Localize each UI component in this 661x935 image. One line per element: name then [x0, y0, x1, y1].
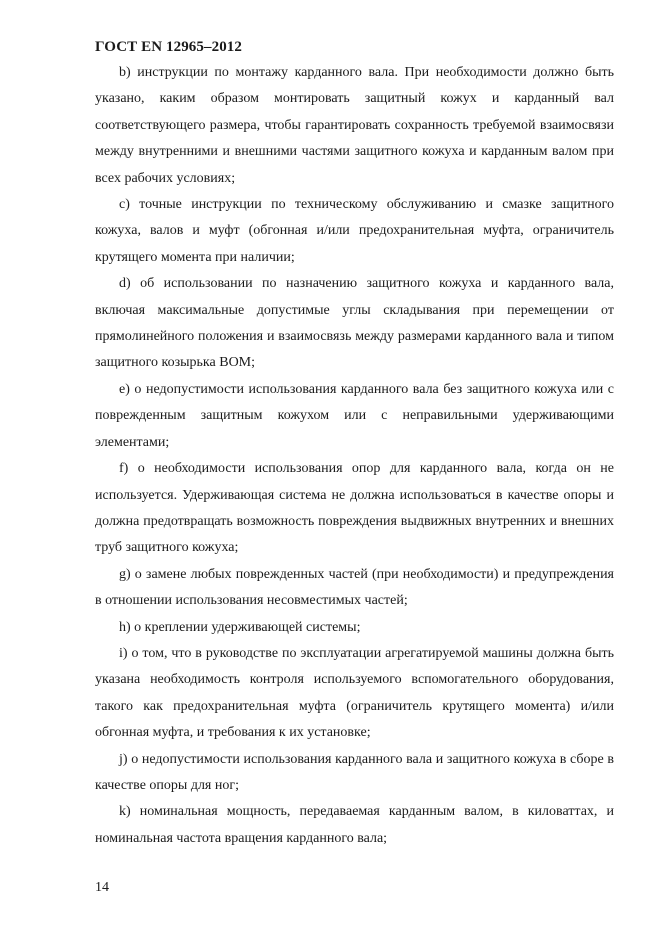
- list-item-b: b) инструкции по монтажу карданного вала. При необходимости должно быть указано, каким образом монтировать защитный кожух и карданный вал соответствующего размера, чтобы гарантировать сохранность требуемой взаимосвязи между внутренними и внешними частями защитного кожуха и карданным валом при всех рабочих условиях;: [95, 65, 614, 186]
- list-item-d: d) об использовании по назначению защитного кожуха и карданного вала, включая максимальные допустимые углы складывания при перемещении от прямолинейного положения и взаимосвязь между размерами карданного вала и типом защитного козырька ВОМ;: [95, 276, 614, 371]
- page-number: 14: [95, 880, 109, 895]
- document-header: ГОСТ EN 12965–2012: [95, 39, 242, 55]
- list-item-h: h) о креплении удерживающей системы;: [119, 619, 361, 635]
- document-body: [95, 60, 614, 852]
- list-item-c: с) точные инструкции по техническому обслуживанию и смазке защитного кожуха, валов и муфт (обгонная и/или предохранительная муфта, ограничитель крутящего момента при наличии;: [95, 197, 614, 265]
- list-item-k: k) номинальная мощность, передаваемая карданным валом, в киловаттах, и номинальная частота вращения карданного вала;: [95, 804, 614, 846]
- list-item-e: е) о недопустимости использования карданного вала без защитного кожуха или с поврежденным защитным кожухом или с неправильными удерживающими элементами;: [95, 381, 614, 450]
- list-item-j: j) о недопустимости использования карданного вала и защитного кожуха в сборе в качестве опоры для ног;: [95, 751, 614, 793]
- list-item-g: g) о замене любых поврежденных частей (при необходимости) и предупреждения в отношении использования несовместимых частей;: [95, 566, 614, 609]
- list-item-i: i) о том, что в руководстве по эксплуатации агрегатируемой машины должна быть указана необходимость контроля используемого вспомогательного оборудования, такого как предохранительная муфта (ограничитель крутящего момента) и/или обгонная муфта, и требования к их установке;: [95, 645, 614, 741]
- list-item-f: f) о необходимости использования опор для карданного вала, когда он не используется. Удерживающая система не должна использоваться в качестве опоры и должна предотвращать возможность повреждения выдвижных внутренних и внешних труб защитного кожуха;: [95, 461, 614, 556]
